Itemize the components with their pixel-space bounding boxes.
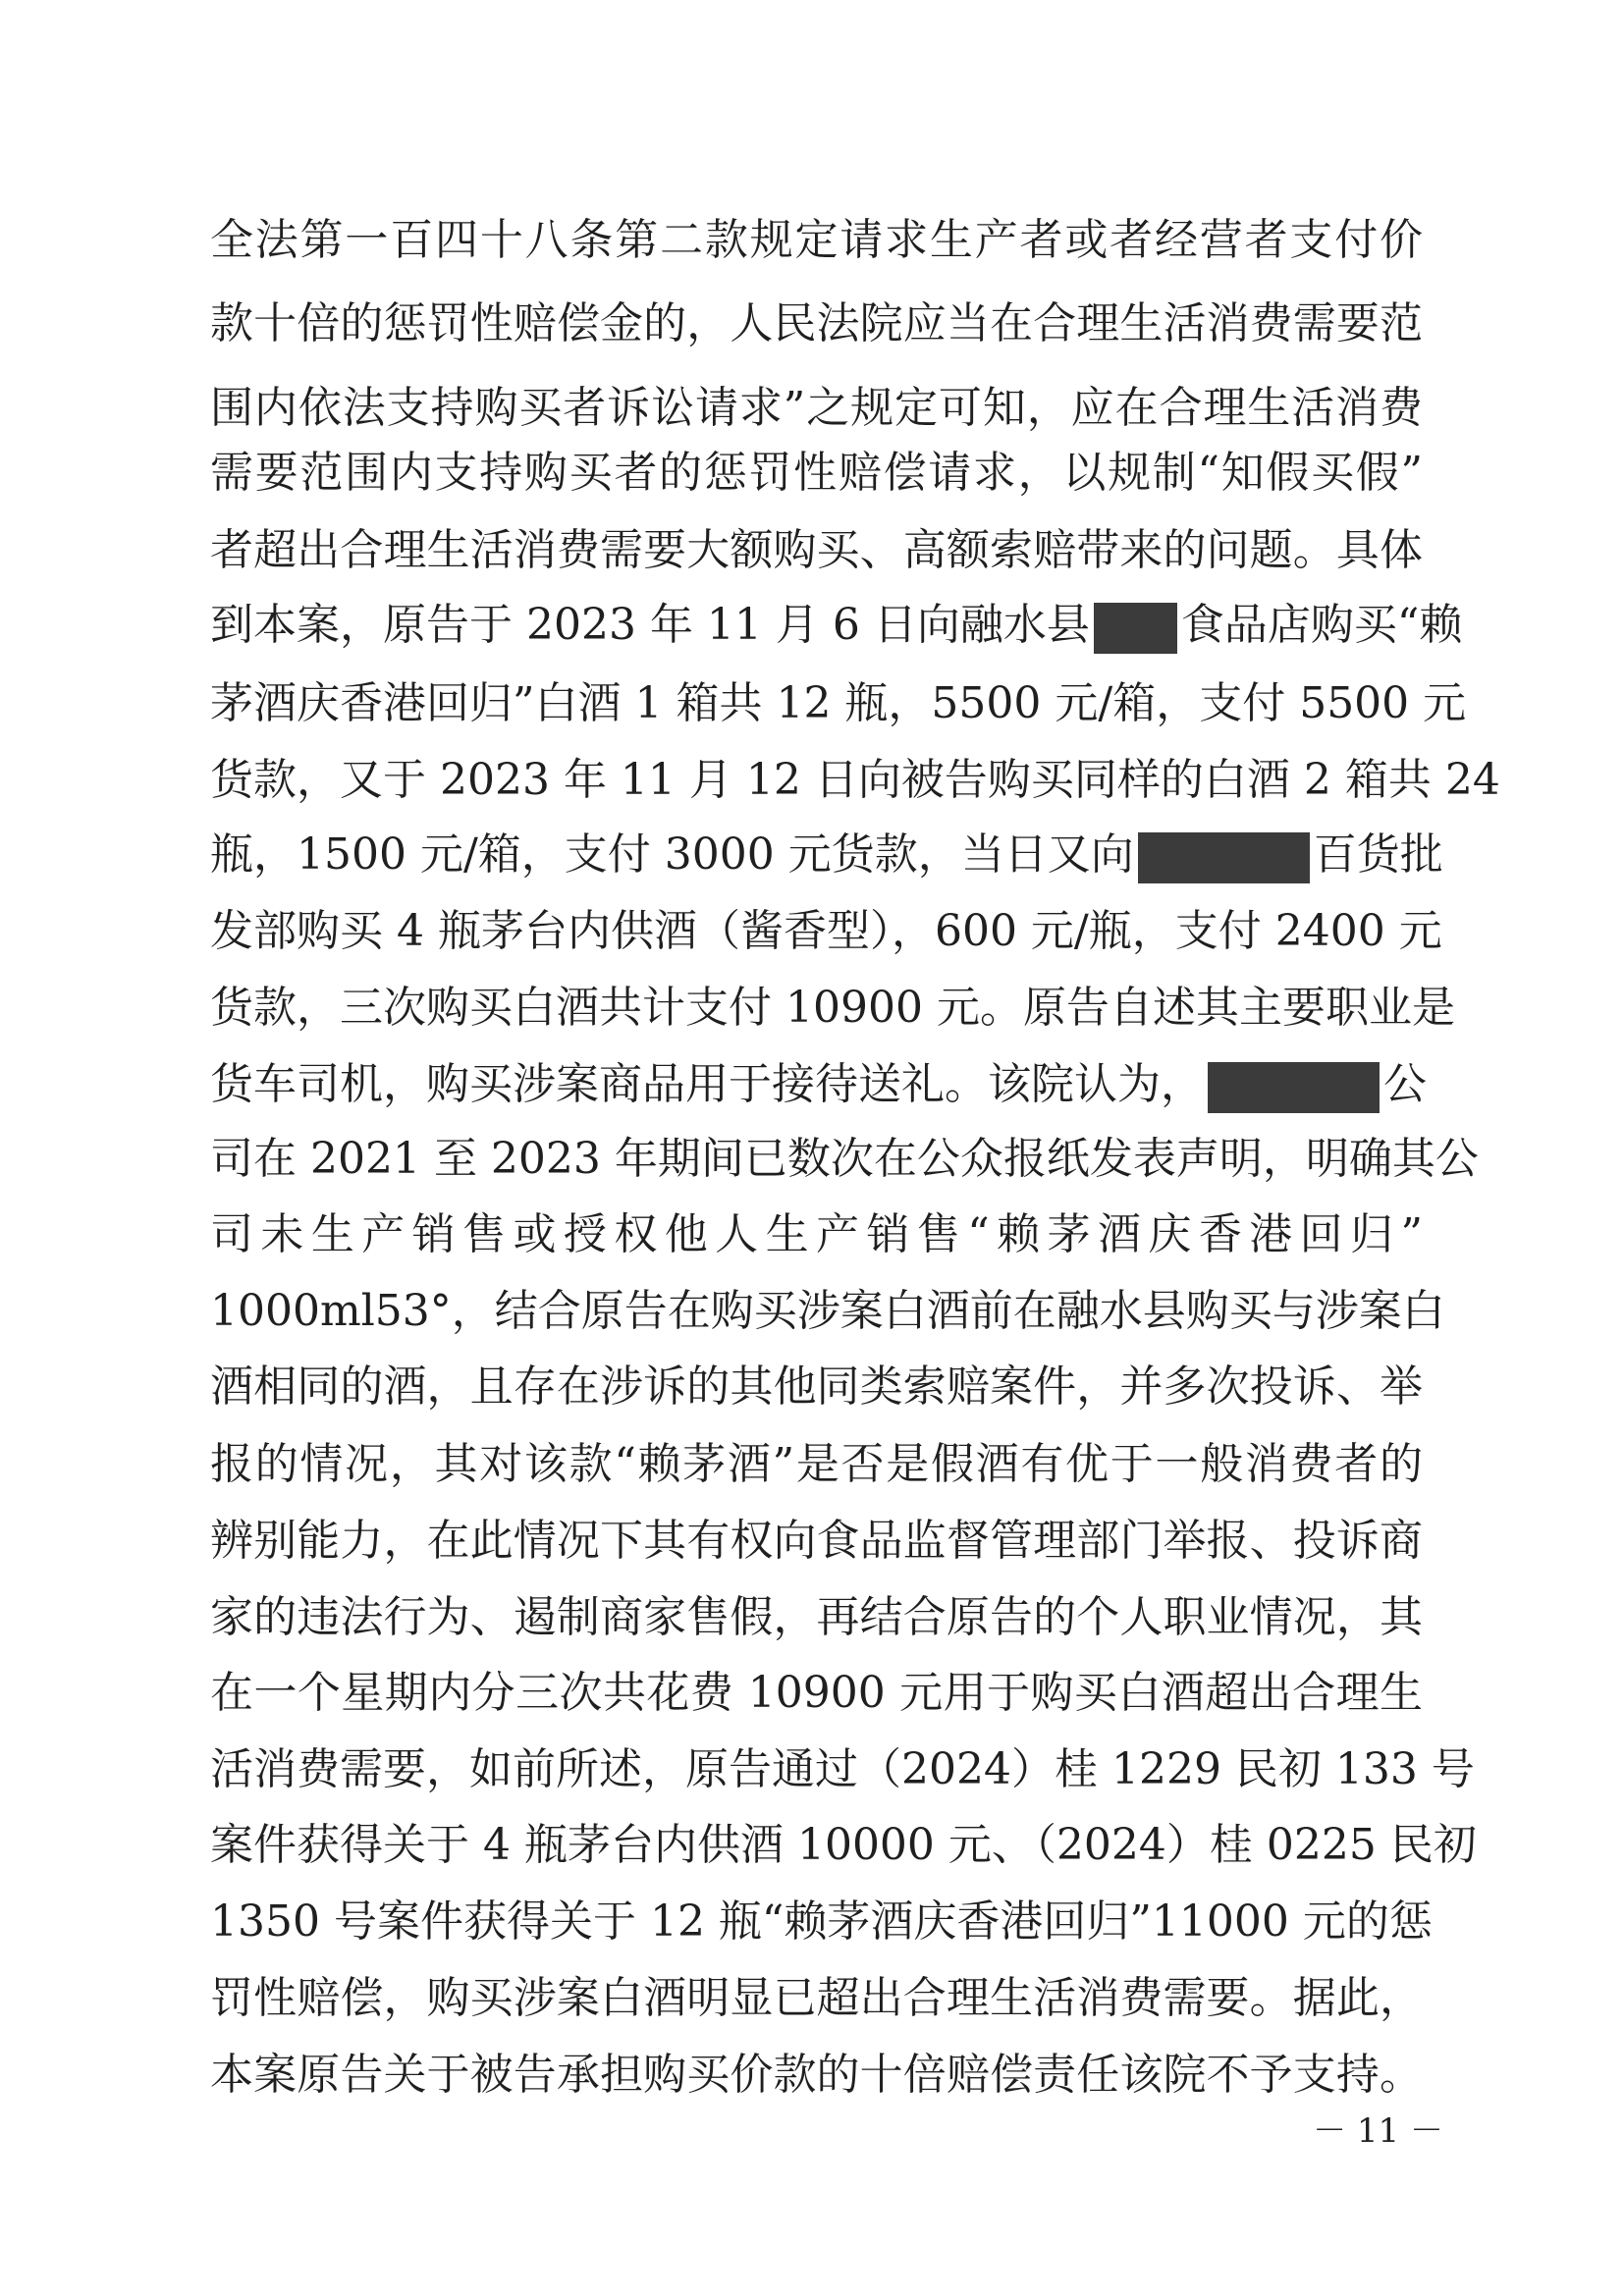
- text-line: 报的情况，其对该款“赖茅酒”是否是假酒有优于一般消费者的: [210, 1439, 1423, 1489]
- text-line: [210, 1045, 1427, 1124]
- text-line: 司在 2021 至 2023 年期间已数次在公众报纸发表声明，明确其公: [210, 1134, 1479, 1184]
- text-segment: 瓶，1500 元/箱，支付 3000 元货款，当日又向: [210, 829, 1134, 880]
- text-line: [210, 586, 1463, 665]
- text-line: 款十倍的惩罚性赔偿金的，人民法院应当在合理生活消费需要范: [210, 298, 1423, 348]
- text-line: 司未生产销售或授权他人生产销售“赖茅酒庆香港回归”: [210, 1209, 1423, 1259]
- text-line: 本案原告关于被告承担购买价款的十倍赔偿责任该院不予支持。: [210, 2050, 1423, 2100]
- text-segment: 百货批: [1313, 829, 1443, 880]
- redaction-block: [1094, 603, 1177, 654]
- text-line: 在一个星期内分三次共花费 10900 元用于购买白酒超出合理生: [210, 1668, 1423, 1718]
- redaction-block: [1138, 832, 1310, 883]
- text-line: 货款，三次购买白酒共计支付 10900 元。原告自述其主要职业是: [210, 983, 1455, 1033]
- text-segment: 食品店购买“赖: [1180, 600, 1463, 650]
- text-line: 发部购买 4 瓶茅台内供酒（酱香型），600 元/瓶，支付 2400 元: [210, 906, 1442, 956]
- text-segment: 到本案，原告于 2023 年 11 月 6 日向融水县: [210, 600, 1090, 650]
- text-line: 罚性赔偿，购买涉案白酒明显已超出合理生活消费需要。据此，: [210, 1973, 1423, 2023]
- text-line: 辨别能力，在此情况下其有权向食品监督管理部门举报、投诉商: [210, 1516, 1423, 1566]
- text-line: 货款，又于 2023 年 11 月 12 日向被告购买同样的白酒 2 箱共 24: [210, 755, 1500, 805]
- text-line: 者超出合理生活消费需要大额购买、高额索赔带来的问题。具体: [210, 525, 1423, 575]
- text-line: 围内依法支持购买者诉讼请求”之规定可知，应在合理生活消费: [210, 383, 1423, 433]
- text-line: 1000ml53°，结合原告在购买涉案白酒前在融水县购买与涉案白: [210, 1286, 1445, 1336]
- text-line: 1350 号案件获得关于 12 瓶“赖茅酒庆香港回归”11000 元的惩: [210, 1896, 1433, 1947]
- page-number: － 11 －: [1313, 2111, 1443, 2151]
- text-line: 茅酒庆香港回归”白酒 1 箱共 12 瓶，5500 元/箱，支付 5500 元: [210, 678, 1467, 728]
- text-line: [210, 816, 1443, 894]
- text-line: 家的违法行为、遏制商家售假，再结合原告的个人职业情况，其: [210, 1592, 1423, 1642]
- text-line: 活消费需要，如前所述，原告通过（2024）桂 1229 民初 133 号: [210, 1744, 1475, 1794]
- text-line: 全法第一百四十八条第二款规定请求生产者或者经营者支付价: [210, 215, 1423, 265]
- text-line: 需要范围内支持购买者的惩罚性赔偿请求，以规制“知假买假”: [210, 448, 1423, 498]
- text-line: 酒相同的酒，且存在涉诉的其他同类索赔案件，并多次投诉、举: [210, 1362, 1423, 1412]
- text-line: 案件获得关于 4 瓶茅台内供酒 10000 元、（2024）桂 0225 民初: [210, 1820, 1477, 1870]
- text-segment: 公: [1383, 1059, 1427, 1109]
- redaction-block: [1208, 1062, 1380, 1113]
- text-segment: 货车司机，购买涉案商品用于接待送礼。该院认为，: [210, 1059, 1204, 1109]
